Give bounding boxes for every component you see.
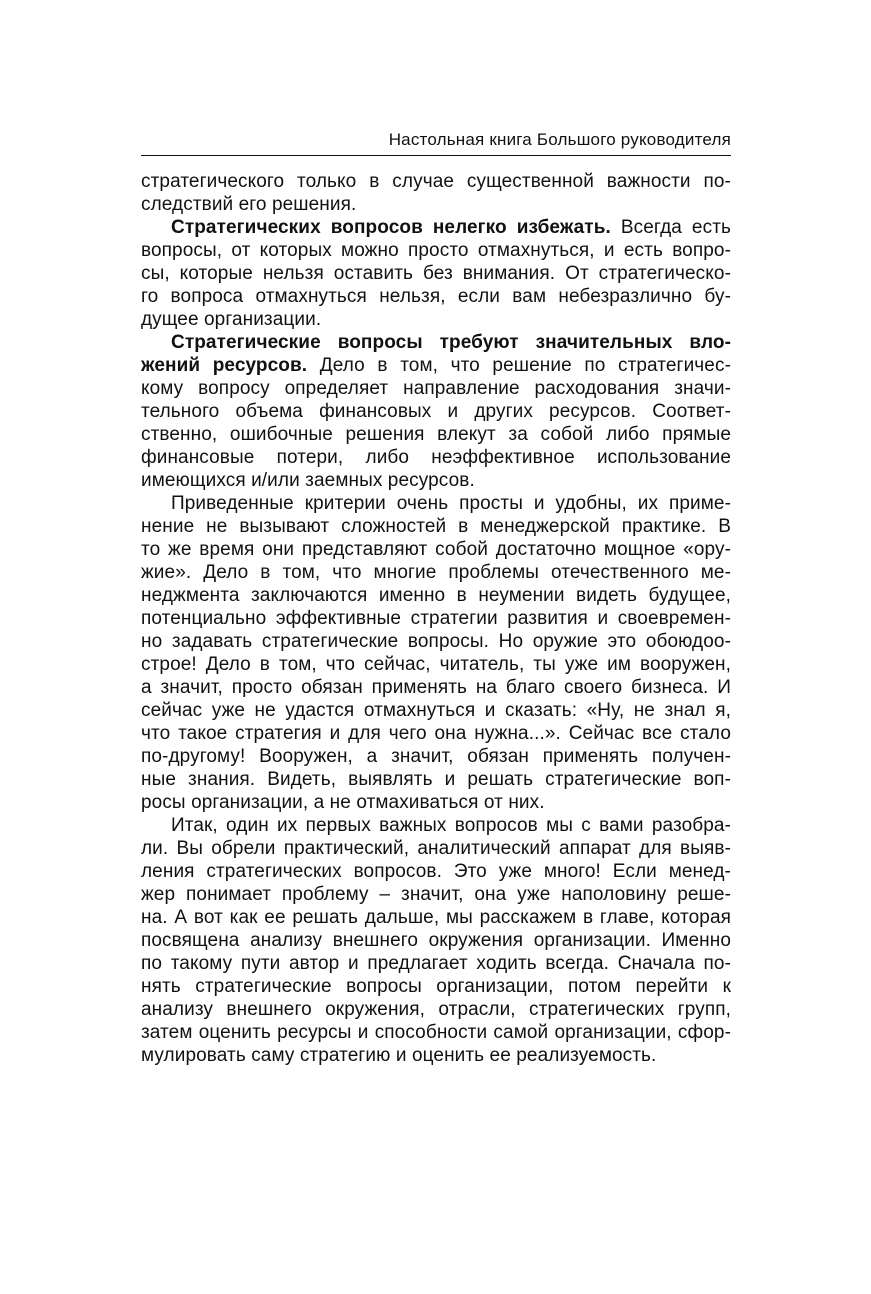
text-line xyxy=(141,837,731,860)
text-run: на. А вот как ее решать дальше, мы расскажем в главе, которая xyxy=(141,907,731,928)
text-line xyxy=(141,308,731,331)
text-line xyxy=(141,354,731,377)
text-line xyxy=(141,860,731,883)
text-line xyxy=(141,745,731,768)
text-run: ственно, ошибочные решения влекут за собой либо прямые xyxy=(141,424,731,445)
text-line xyxy=(141,584,731,607)
text-run: сейчас уже не удастся отмахнуться и сказать: «Ну, не знал я, xyxy=(141,700,731,721)
text-line xyxy=(141,814,731,837)
text-line xyxy=(141,262,731,285)
text-line xyxy=(141,492,731,515)
text-line xyxy=(141,216,731,239)
text-run: дущее организации. xyxy=(141,309,322,330)
text-line xyxy=(141,423,731,446)
text-run: ли. Вы обрели практический, аналитический аппарат для выяв- xyxy=(141,838,731,859)
text-line xyxy=(141,929,731,952)
text-run: мулировать саму стратегию и оценить ее реализуемость. xyxy=(141,1045,657,1066)
text-run: жие». Дело в том, что многие проблемы отечественного ме- xyxy=(141,562,731,583)
text-line xyxy=(141,607,731,630)
text-line xyxy=(141,998,731,1021)
bold-run-in-heading: Стратегических вопросов нелегко избежать. xyxy=(171,217,611,238)
text-line xyxy=(141,952,731,975)
text-run: по-другому! Вооружен, а значит, обязан применять получен- xyxy=(141,746,731,767)
text-line xyxy=(141,768,731,791)
text-run: жер понимает проблему – значит, она уже наполовину реше- xyxy=(141,884,731,905)
text-line xyxy=(141,400,731,423)
text-line xyxy=(141,975,731,998)
text-run: нение не вызывают сложностей в менеджерской практике. В xyxy=(141,516,731,537)
text-run: затем оценить ресурсы и способности самой организации, сфор- xyxy=(141,1022,731,1043)
text-line xyxy=(141,377,731,400)
text-line xyxy=(141,331,731,354)
text-run: вопросы, от которых можно просто отмахнуться, и есть вопро- xyxy=(141,240,731,261)
text-line xyxy=(141,561,731,584)
text-run: строе! Дело в том, что сейчас, читатель, ты уже им вооружен, xyxy=(141,654,731,675)
text-run: потенциально эффективные стратегии развития и своевремен- xyxy=(141,608,731,629)
text-run: Дело в том, что решение по стратегичес- xyxy=(307,355,731,376)
text-run: финансовые потери, либо неэффективное использование xyxy=(141,447,731,468)
text-line xyxy=(141,883,731,906)
text-line xyxy=(141,791,731,814)
text-run: неджмента заключаются именно в неумении видеть будущее, xyxy=(141,585,731,606)
text-line xyxy=(141,699,731,722)
text-line xyxy=(141,515,731,538)
text-run: сы, которые нельзя оставить без внимания. От стратегическо- xyxy=(141,263,731,284)
text-run: то же время они представляют собой достаточно мощное «ору- xyxy=(141,539,731,560)
text-run: следствий его решения. xyxy=(141,194,357,215)
text-line xyxy=(141,193,731,216)
body-text xyxy=(141,170,731,1067)
text-run: стратегического только в случае существенной важности по- xyxy=(141,171,731,192)
text-line xyxy=(141,653,731,676)
text-line xyxy=(141,446,731,469)
text-line xyxy=(141,630,731,653)
text-run: росы организации, а не отмахиваться от них. xyxy=(141,792,545,813)
text-line xyxy=(141,1044,731,1067)
text-run: посвящена анализу внешнего окружения организации. Именно xyxy=(141,930,731,951)
text-run: ления стратегических вопросов. Это уже много! Если менед- xyxy=(141,861,731,882)
text-line xyxy=(141,538,731,561)
text-run: Итак, один их первых важных вопросов мы с вами разобра- xyxy=(171,815,731,836)
text-line xyxy=(141,170,731,193)
text-line xyxy=(141,906,731,929)
text-run: ные знания. Видеть, выявлять и решать стратегические воп- xyxy=(141,769,731,790)
text-line xyxy=(141,239,731,262)
text-run: кому вопросу определяет направление расходования значи- xyxy=(141,378,731,399)
text-run: по такому пути автор и предлагает ходить всегда. Сначала по- xyxy=(141,953,731,974)
text-line xyxy=(141,722,731,745)
text-run: имеющихся и/или заемных ресурсов. xyxy=(141,470,475,491)
text-run: тельного объема финансовых и других ресурсов. Соответ- xyxy=(141,401,731,422)
text-line xyxy=(141,676,731,699)
bold-run-in-heading: жений ресурсов. xyxy=(141,355,308,376)
text-run: анализу внешнего окружения, отрасли, стратегических групп, xyxy=(141,999,731,1020)
text-line xyxy=(141,469,731,492)
text-line xyxy=(141,285,731,308)
bold-run-in-heading: Стратегические вопросы требуют значительных вло- xyxy=(171,332,731,353)
running-head: Настольная книга Большого руководителя xyxy=(141,128,731,156)
text-line xyxy=(141,1021,731,1044)
text-run: нять стратегические вопросы организации, потом перейти к xyxy=(141,976,731,997)
text-run: а значит, просто обязан применять на благо своего бизнеса. И xyxy=(141,677,731,698)
text-run: Всегда есть xyxy=(610,217,731,238)
text-run: но задавать стратегические вопросы. Но оружие это обоюдоо- xyxy=(141,631,731,652)
text-run: Приведенные критерии очень просты и удобны, их приме- xyxy=(171,493,731,514)
text-run: го вопроса отмахнуться нельзя, если вам небезразлично бу- xyxy=(141,286,731,307)
text-run: что такое стратегия и для чего она нужна...». Сейчас все стало xyxy=(141,723,731,744)
